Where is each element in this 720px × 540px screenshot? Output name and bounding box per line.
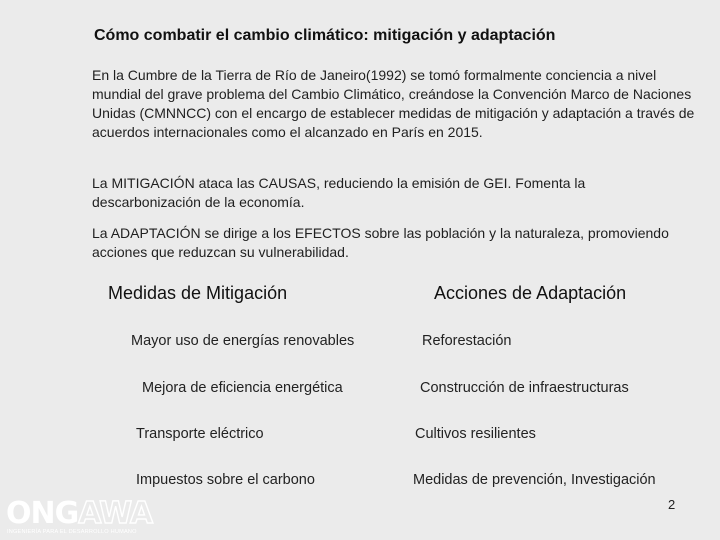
mitigation-item: Impuestos sobre el carbono: [136, 472, 315, 488]
logo-wordmark: [6, 498, 152, 530]
intro-paragraph: En la Cumbre de la Tierra de Río de Janeiro(1992) se tomó formalmente conciencia a nivel mundial del grave problema del Cambio Climático, creándose la Convención Marco de Naciones Unidas (CMNNCC) con el encargo de establecer medidas de mitigación y adaptación a través de acuerdos internacionales como el alcanzado en París en 2015.: [92, 67, 695, 140]
mitigation-heading: Medidas de Mitigación: [108, 283, 288, 303]
mitigation-item: Mejora de eficiencia energética: [142, 380, 343, 396]
adaptation-item: Reforestación: [422, 333, 512, 349]
adaptation-item: Medidas de prevención, Investigación: [413, 472, 656, 488]
adaptation-item: Construcción de infraestructuras: [420, 380, 629, 396]
logo-tagline: INGENIERÍA PARA EL DESARROLLO HUMANO: [7, 529, 137, 535]
mitigation-item: Transporte eléctrico: [136, 426, 264, 442]
logo-word-ong: ONG: [6, 496, 79, 531]
logo-word-awa: AWA: [78, 496, 153, 531]
page-number: 2: [668, 497, 676, 512]
adaptation-paragraph: La ADAPTACIÓN se dirige a los EFECTOS sobre las población y la naturaleza, promoviendo acciones que reduzcan su vulnerabilidad.: [92, 225, 669, 260]
ongawa-logo: [6, 498, 168, 538]
mitigation-paragraph: La MITIGACIÓN ataca las CAUSAS, reduciendo la emisión de GEI. Fomenta la descarbonización de la economía.: [92, 175, 586, 210]
slide-title: Cómo combatir el cambio climático: mitigación y adaptación: [94, 27, 556, 44]
adaptation-heading: Acciones de Adaptación: [434, 283, 627, 303]
mitigation-item: Mayor uso de energías renovables: [131, 333, 355, 349]
adaptation-item: Cultivos resilientes: [415, 426, 536, 442]
